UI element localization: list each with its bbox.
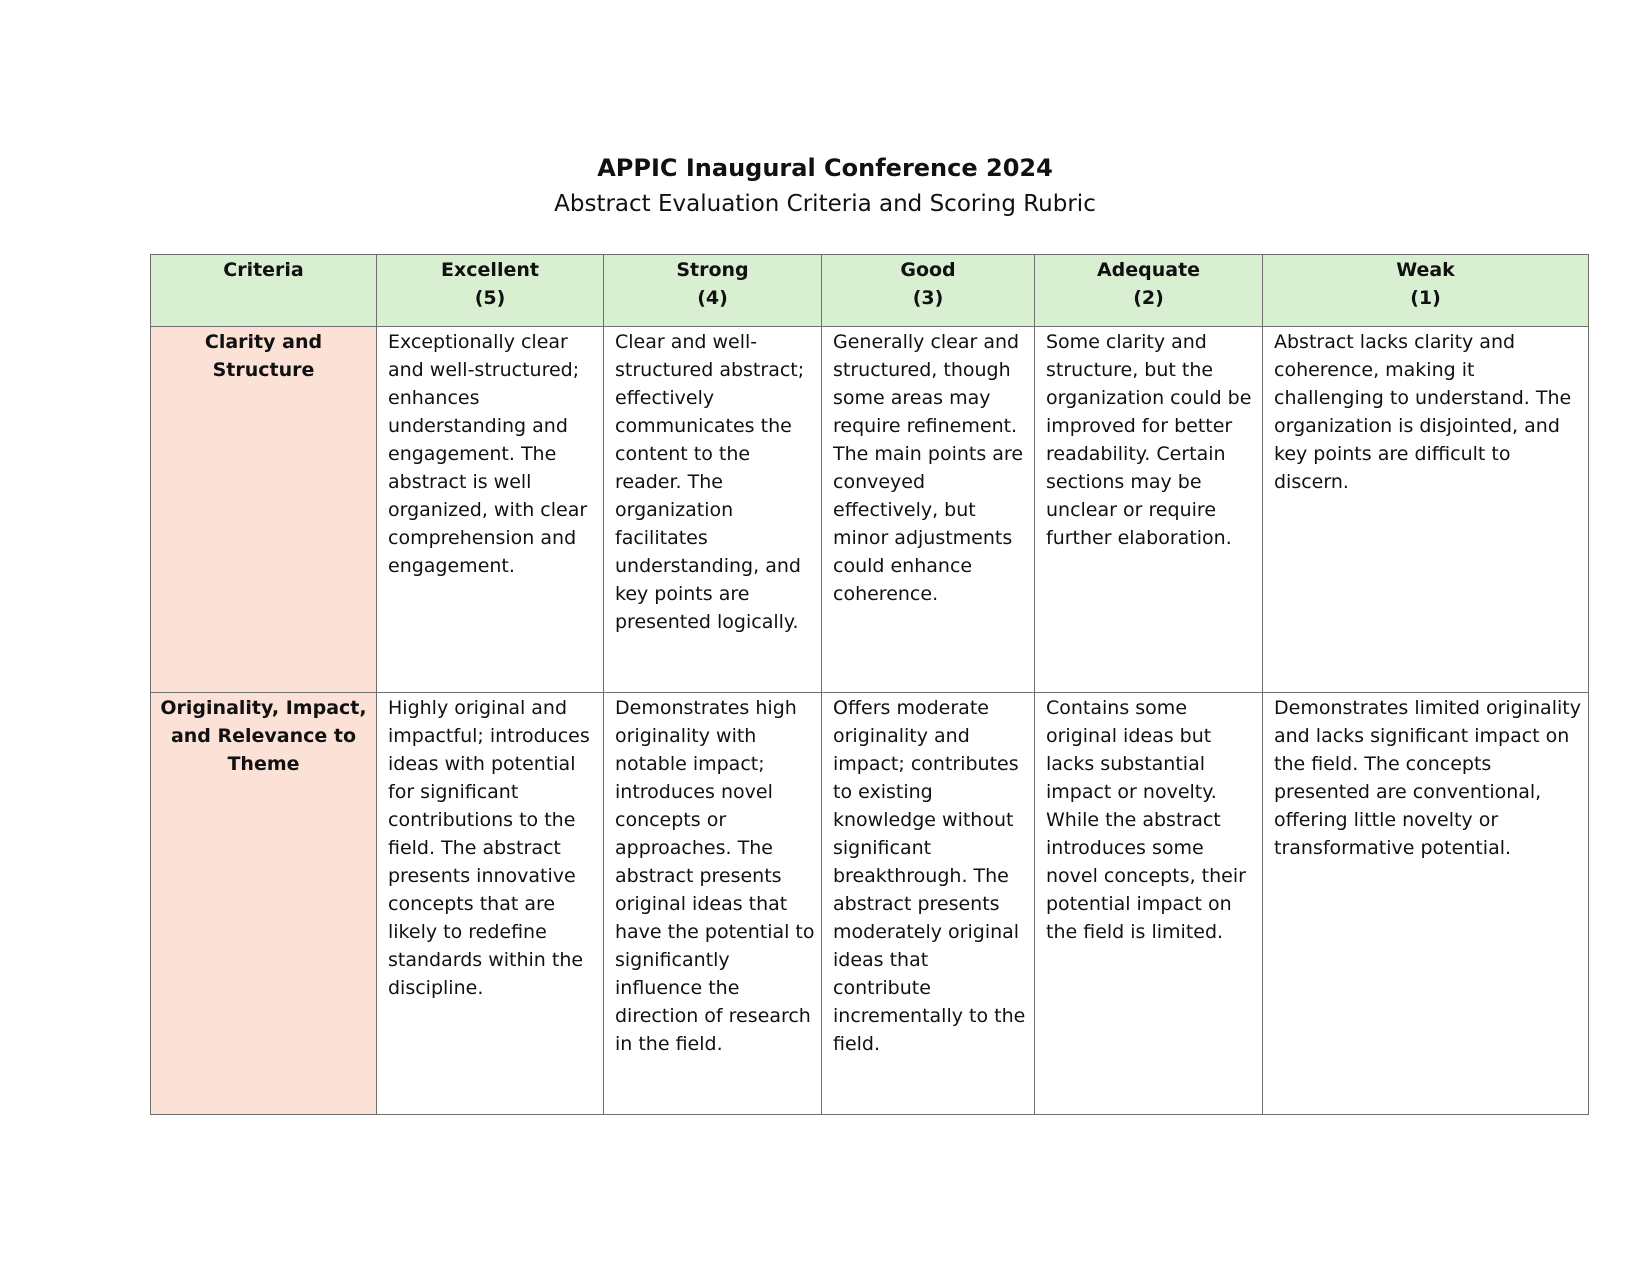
header-excellent	[377, 255, 604, 327]
rubric-body	[151, 327, 1589, 1115]
document-subtitle: Abstract Evaluation Criteria and Scoring Rubric	[554, 191, 1096, 217]
header-label: Criteria	[223, 259, 304, 281]
header-score: (1)	[1410, 287, 1441, 309]
score-1-cell: Abstract lacks clarity and coherence, making it challenging to understand. The organization is disjointed, and key points are difficult to discern.	[1263, 327, 1589, 693]
score-1-cell: Demonstrates limited originality and lacks significant impact on the field. The concepts presented are conventional, offering little novelty or transformative potential.	[1263, 693, 1589, 1115]
header-strong	[604, 255, 822, 327]
header-score: (3)	[912, 287, 944, 309]
header-label: Good	[900, 259, 956, 281]
header-good	[822, 255, 1035, 327]
score-2-cell: Contains some original ideas but lacks substantial impact or novelty. While the abstract introduces some novel concepts, their potential impact on the field is limited.	[1035, 693, 1263, 1115]
score-2-cell: Some clarity and structure, but the organization could be improved for better readability. Certain sections may be unclear or require further elaboration.	[1035, 327, 1263, 693]
header-score: (4)	[697, 287, 728, 309]
criteria-cell: Originality, Impact, and Relevance to Theme	[151, 693, 377, 1115]
scoring-rubric-table	[150, 254, 1589, 1115]
header-label: Adequate	[1096, 259, 1201, 281]
score-4-cell: Clear and well-structured abstract; effectively communicates the content to the reader. The organization facilitates understanding, and key points are presented logically.	[604, 327, 822, 693]
table-row	[151, 693, 1589, 1115]
score-4-cell: Demonstrates high originality with notable impact; introduces novel concepts or approaches. The abstract presents original ideas that have the potential to significantly influence the direction of research in the field.	[604, 693, 822, 1115]
score-5-cell: Highly original and impactful; introduces ideas with potential for significant contributions to the field. The abstract presents innovative concepts that are likely to redefine standards within the discipline.	[377, 693, 604, 1115]
score-3-cell: Generally clear and structured, though some areas may require refinement. The main points are conveyed effectively, but minor adjustments could enhance coherence.	[822, 327, 1035, 693]
header-score: (2)	[1133, 287, 1164, 309]
criteria-cell: Clarity and Structure	[151, 327, 377, 693]
rubric-header	[151, 255, 1589, 327]
header-label: Weak	[1396, 259, 1455, 281]
header-score: (5)	[474, 287, 506, 309]
document-title: APPIC Inaugural Conference 2024	[597, 154, 1053, 182]
score-3-cell: Offers moderate originality and impact; contributes to existing knowledge without significant breakthrough. The abstract presents moderately original ideas that contribute incrementally to the field.	[822, 693, 1035, 1115]
header-label: Excellent	[441, 259, 539, 281]
table-row	[151, 327, 1589, 693]
score-5-cell: Exceptionally clear and well-structured; enhances understanding and engagement. The abstract is well organized, with clear comprehension and engagement.	[377, 327, 604, 693]
header-adequate	[1035, 255, 1263, 327]
header-row	[151, 255, 1589, 327]
header-criteria	[151, 255, 377, 327]
header-label: Strong	[676, 259, 749, 281]
header-weak	[1263, 255, 1589, 327]
